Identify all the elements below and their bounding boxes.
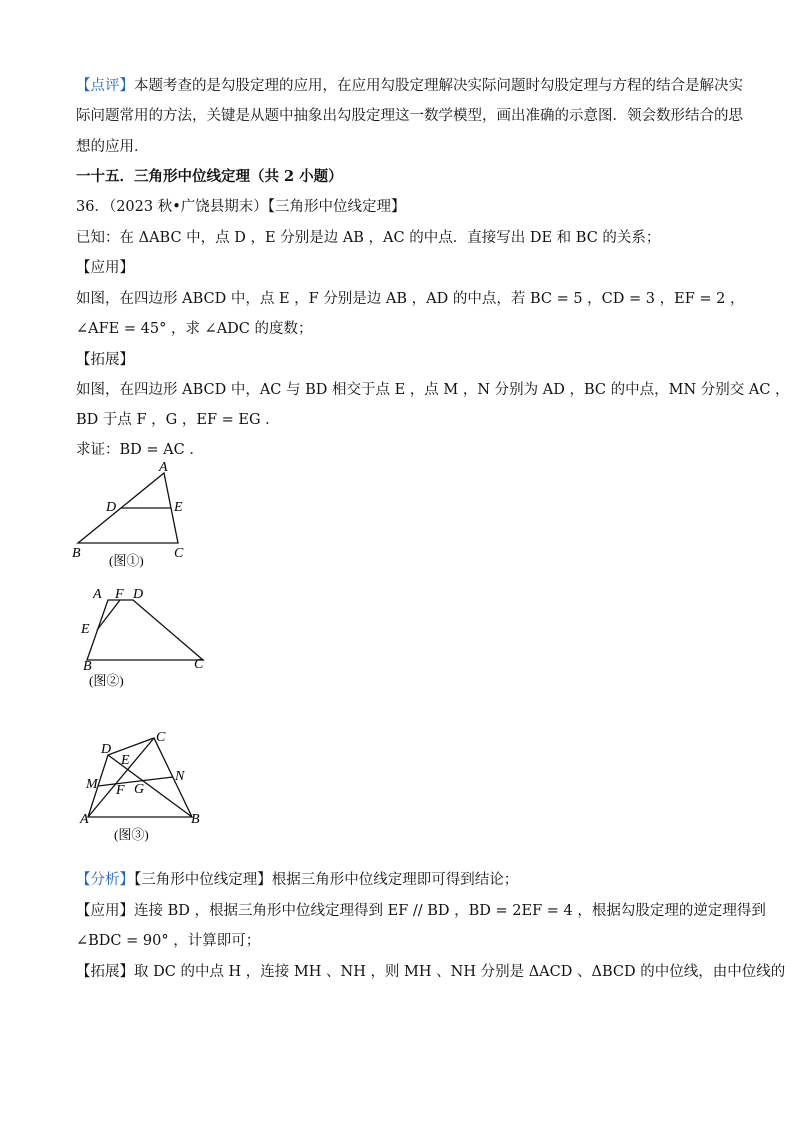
fig2-segment-ef	[97, 600, 120, 630]
analysis-tag: 【分析】	[76, 872, 134, 888]
fig2-label-e: E	[81, 622, 90, 637]
apply-line-1: 如图，在四边形 ABCD 中，点 E ，F 分别是边 AB ，AD 的中点，若 BC = 5 ，CD = 3 ，EF = 2 ，	[76, 291, 745, 307]
fig3-caption: (图③)	[114, 827, 149, 842]
figure-3	[70, 725, 220, 850]
apply-line-2: ∠AFE = 45° ，求 ∠ADC 的度数；	[76, 321, 313, 337]
fig3-label-b: B	[191, 812, 200, 827]
fig3-label-m: M	[86, 777, 98, 792]
fig2-label-f: F	[115, 587, 124, 602]
analysis-line-1: 【分析】【三角形中位线定理】根据三角形中位线定理即可得到结论；	[76, 872, 519, 888]
fig1-caption: (图①)	[109, 553, 144, 568]
fig2-label-a: A	[93, 587, 102, 602]
figure-1	[60, 455, 210, 575]
extend-heading: 【拓展】	[76, 352, 134, 368]
fig3-label-e: E	[121, 753, 130, 768]
fig2-quadrilateral	[87, 600, 203, 660]
comment-line-3: 想的应用．	[76, 139, 149, 155]
fig1-label-c: C	[174, 546, 184, 561]
fig1-label-a: A	[159, 460, 168, 475]
fig1-label-d: D	[106, 500, 117, 515]
fig2-label-c: C	[194, 657, 204, 672]
section-heading: 一十五．三角形中位线定理（共 2 小题）	[76, 168, 343, 185]
analysis-apply-line-2: ∠BDC = 90° ，计算即可；	[76, 933, 261, 949]
extend-line-2: BD 于点 F ，G ，EF = EG ．	[76, 412, 280, 428]
fig3-label-g: G	[134, 782, 145, 797]
fig2-caption: (图②)	[89, 673, 124, 688]
problem-known: 已知：在 ΔABC 中，点 D ，E 分别是边 AB ，AC 的中点．直接写出 DE 和 BC 的关系；	[76, 230, 661, 246]
fig3-label-f: F	[116, 783, 125, 798]
extend-line-1: 如图，在四边形 ABCD 中，AC 与 BD 相交于点 E ，点 M ，N 分别为 AD ，BC 的中点，MN 分别交 AC ，	[76, 382, 790, 398]
prove-statement: 求证：BD = AC ．	[76, 442, 204, 458]
fig3-label-c: C	[156, 730, 166, 745]
figure-2	[75, 585, 215, 695]
problem-header: 36．（2023 秋•广饶县期末）【三角形中位线定理】	[76, 199, 406, 215]
fig3-label-a: A	[80, 812, 89, 827]
analysis-extend-line: 【拓展】取 DC 的中点 H ，连接 MH 、NH ，则 MH 、NH 分别是 ΔACD 、ΔBCD 的中位线，由中位线的	[76, 964, 786, 980]
comment-line-2: 际问题常用的方法，关键是从题中抽象出勾股定理这一数学模型，画出准确的示意图．领会数形结合的思	[76, 108, 743, 124]
fig3-label-n: N	[175, 769, 185, 784]
fig3-label-d: D	[101, 742, 112, 757]
analysis-apply-line-1: 【应用】连接 BD ，根据三角形中位线定理得到 EF // BD ，BD = 2EF = 4 ，根据勾股定理的逆定理得到	[76, 903, 766, 919]
comment-tag: 【点评】	[76, 78, 134, 94]
fig1-label-e: E	[174, 500, 183, 515]
fig1-label-b: B	[72, 546, 81, 561]
fig2-label-b: B	[83, 659, 92, 674]
fig2-label-d: D	[133, 587, 144, 602]
comment-line-1: 【点评】本题考查的是勾股定理的应用，在应用勾股定理解决实际问题时勾股定理与方程的结合是解决实	[76, 78, 743, 94]
apply-heading: 【应用】	[76, 260, 134, 276]
